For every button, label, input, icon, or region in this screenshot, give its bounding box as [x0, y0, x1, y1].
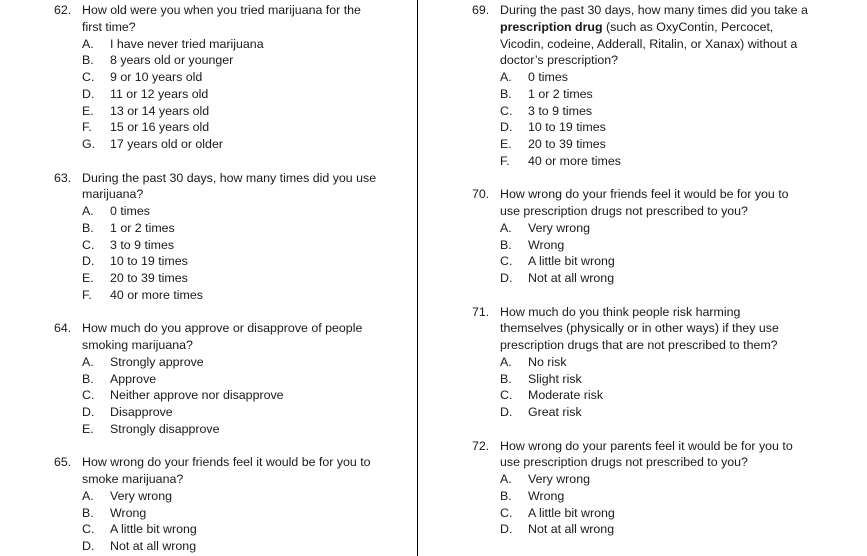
- option-text: 11 or 12 years old: [110, 86, 209, 101]
- option-letter: D.: [500, 405, 513, 419]
- option-text: Not at all wrong: [528, 522, 615, 537]
- option-letter: B.: [500, 488, 512, 503]
- question-72: [472, 438, 817, 539]
- option-letter: A.: [500, 220, 512, 235]
- option-list: [472, 354, 817, 421]
- question-header: [54, 320, 410, 354]
- option-letter: B.: [500, 371, 512, 386]
- question-header: [472, 304, 817, 354]
- option-letter: F.: [500, 153, 510, 168]
- option-text: 9 or 10 years old: [110, 70, 203, 84]
- option-letter: A.: [500, 472, 512, 486]
- option-text: 3 to 9 times: [110, 237, 175, 252]
- option-letter: F.: [82, 287, 92, 302]
- option-text: 10 to 19 times: [110, 254, 188, 269]
- option-letter: A.: [82, 354, 94, 369]
- question-text: How old were you when you tried marijuana for the first time?: [82, 3, 361, 34]
- option-letter: C.: [82, 388, 95, 403]
- option-letter: C.: [500, 388, 513, 403]
- option-list: [54, 203, 410, 304]
- option-d[interactable]: [472, 404, 817, 421]
- option-text: Strongly disapprove: [110, 421, 220, 436]
- option-text: Wrong: [528, 237, 565, 252]
- option-letter: C.: [82, 70, 95, 84]
- option-b[interactable]: [472, 488, 817, 505]
- question-text: How much do you approve or disapprove of people smoking marijuana?: [82, 321, 363, 352]
- question-number: 65.: [54, 455, 72, 470]
- question-number: 69.: [472, 3, 490, 17]
- question-number: 64.: [54, 321, 72, 336]
- option-c[interactable]: [472, 253, 817, 270]
- question-69: [472, 2, 817, 170]
- option-a[interactable]: [472, 471, 817, 488]
- option-text: 15 or 16 years old: [110, 120, 210, 135]
- option-letter: C.: [500, 103, 513, 118]
- option-b[interactable]: [54, 371, 410, 388]
- question-number: 62.: [54, 3, 72, 17]
- option-letter: E.: [82, 421, 94, 436]
- option-letter: B.: [500, 86, 512, 101]
- option-letter: E.: [82, 271, 94, 285]
- option-letter: A.: [82, 36, 94, 51]
- option-d[interactable]: [54, 538, 410, 555]
- option-a[interactable]: [54, 488, 410, 505]
- option-c[interactable]: [472, 505, 817, 522]
- option-letter: D.: [82, 405, 95, 419]
- option-text: Approve: [110, 371, 157, 386]
- question-70: [472, 186, 817, 287]
- question-text-end: (such as OxyContin, Percocet, Vicodin, codeine, Adderall, Ritalin, or Xanax) without a doctor’s prescription?: [500, 19, 798, 68]
- option-b[interactable]: [54, 220, 410, 237]
- question-header: [54, 2, 410, 36]
- option-text: 40 or more times: [528, 153, 621, 168]
- column-divider: [417, 0, 418, 556]
- option-letter: D.: [82, 539, 95, 553]
- option-c[interactable]: [472, 387, 817, 404]
- option-b[interactable]: [472, 86, 817, 103]
- option-letter: A.: [500, 70, 512, 84]
- question-text: How much do you think people risk harming themselves (physically or in other ways) if they use prescription drugs that are not prescribed to them?: [500, 304, 779, 352]
- option-letter: G.: [82, 137, 96, 151]
- option-text: 3 to 9 times: [528, 103, 593, 118]
- option-text: 13 or 14 years old: [110, 103, 210, 118]
- option-text: A little bit wrong: [528, 505, 615, 520]
- question-64: [54, 320, 410, 437]
- option-list: [54, 354, 410, 438]
- option-list: [54, 488, 410, 555]
- option-b[interactable]: [472, 237, 817, 254]
- option-c[interactable]: [54, 521, 410, 538]
- question-text-emphasis: prescription drug: [500, 19, 603, 34]
- option-c[interactable]: [54, 237, 410, 254]
- option-letter: A.: [82, 488, 94, 503]
- option-text: 10 to 19 times: [528, 120, 606, 135]
- option-b[interactable]: [54, 52, 410, 69]
- option-letter: B.: [82, 371, 94, 386]
- question-65: [54, 454, 410, 555]
- option-letter: E.: [82, 103, 94, 118]
- question-text: How wrong do your friends feel it would be for you to use prescription drugs not prescribed to you?: [500, 187, 789, 218]
- option-text: Wrong: [110, 505, 147, 520]
- option-letter: C.: [500, 505, 513, 520]
- question-62: [54, 2, 410, 153]
- option-f[interactable]: [54, 119, 410, 136]
- option-list: [54, 36, 410, 153]
- option-a[interactable]: [472, 69, 817, 86]
- option-letter: D.: [500, 120, 513, 135]
- option-b[interactable]: [54, 505, 410, 522]
- option-text: Not at all wrong: [110, 539, 197, 553]
- option-letter: C.: [82, 237, 95, 252]
- option-list: [472, 471, 817, 538]
- option-d[interactable]: [54, 86, 410, 103]
- option-text: 20 to 39 times: [528, 137, 606, 151]
- option-letter: C.: [82, 522, 95, 537]
- left-column: [54, 2, 410, 555]
- option-letter: A.: [82, 204, 94, 218]
- option-text: 8 years old or younger: [110, 53, 234, 68]
- option-list: [472, 220, 817, 287]
- option-c[interactable]: [472, 103, 817, 120]
- question-header: [472, 438, 817, 472]
- option-text: 0 times: [110, 204, 150, 218]
- option-c[interactable]: [54, 69, 410, 86]
- question-71: [472, 304, 817, 421]
- option-g[interactable]: [54, 136, 410, 153]
- option-d[interactable]: [54, 404, 410, 421]
- option-letter: D.: [500, 271, 513, 285]
- option-text: Strongly approve: [110, 354, 204, 369]
- option-letter: E.: [500, 137, 512, 151]
- option-letter: D.: [82, 86, 95, 101]
- option-text: Disapprove: [110, 405, 173, 419]
- question-63: [54, 170, 410, 304]
- option-letter: B.: [500, 237, 512, 252]
- option-a[interactable]: [54, 203, 410, 220]
- option-d[interactable]: [54, 253, 410, 270]
- option-d[interactable]: [472, 270, 817, 287]
- right-column: [472, 2, 817, 538]
- option-text: No risk: [528, 354, 567, 369]
- option-letter: F.: [82, 120, 92, 135]
- option-text: Moderate risk: [528, 388, 604, 403]
- question-text: How wrong do your parents feel it would be for you to use prescription drugs not prescribed to you?: [500, 438, 793, 470]
- option-d[interactable]: [472, 521, 817, 538]
- option-a[interactable]: [472, 354, 817, 371]
- option-text: Great risk: [528, 405, 582, 419]
- option-text: Very wrong: [528, 220, 590, 235]
- option-text: 20 to 39 times: [110, 271, 188, 285]
- option-text: 0 times: [528, 70, 568, 84]
- option-list: [472, 69, 817, 170]
- question-header: [54, 454, 410, 488]
- option-e[interactable]: [472, 136, 817, 153]
- question-text: [500, 2, 810, 69]
- option-letter: D.: [500, 522, 513, 537]
- option-a[interactable]: [472, 220, 817, 237]
- option-text: 1 or 2 times: [110, 220, 175, 235]
- question-number: 63.: [54, 170, 72, 185]
- question-text: How wrong do your friends feel it would be for you to smoke marijuana?: [82, 455, 371, 486]
- option-e[interactable]: [54, 270, 410, 287]
- option-text: 40 or more times: [110, 287, 203, 302]
- option-letter: C.: [500, 254, 513, 269]
- question-number: 70.: [472, 187, 490, 202]
- option-d[interactable]: [472, 119, 817, 136]
- option-letter: D.: [82, 254, 95, 269]
- option-letter: B.: [82, 505, 94, 520]
- option-letter: B.: [82, 53, 94, 68]
- option-f[interactable]: [54, 287, 410, 304]
- option-text: Slight risk: [528, 371, 582, 386]
- option-c[interactable]: [54, 387, 410, 404]
- option-f[interactable]: [472, 153, 817, 170]
- question-text-start: During the past 30 days, how many times did you take a: [500, 3, 808, 17]
- question-text: During the past 30 days, how many times did you use marijuana?: [82, 170, 377, 202]
- option-e[interactable]: [54, 421, 410, 438]
- option-text: Wrong: [528, 488, 565, 503]
- option-text: I have never tried marijuana: [110, 36, 264, 51]
- option-e[interactable]: [54, 103, 410, 120]
- option-text: 1 or 2 times: [528, 86, 593, 101]
- option-b[interactable]: [472, 371, 817, 388]
- question-number: 71.: [472, 304, 490, 319]
- option-text: A little bit wrong: [110, 522, 197, 537]
- question-number: 72.: [472, 438, 490, 453]
- option-text: Neither approve nor disapprove: [110, 388, 284, 403]
- option-a[interactable]: [54, 354, 410, 371]
- option-a[interactable]: [54, 36, 410, 53]
- option-letter: A.: [500, 354, 512, 369]
- option-text: Not at all wrong: [528, 271, 615, 285]
- question-header: [472, 2, 817, 69]
- question-header: [472, 186, 817, 220]
- option-letter: B.: [82, 220, 94, 235]
- option-text: Very wrong: [528, 472, 590, 486]
- option-text: 17 years old or older: [110, 137, 223, 151]
- option-text: A little bit wrong: [528, 254, 615, 269]
- question-header: [54, 170, 410, 204]
- option-text: Very wrong: [110, 488, 172, 503]
